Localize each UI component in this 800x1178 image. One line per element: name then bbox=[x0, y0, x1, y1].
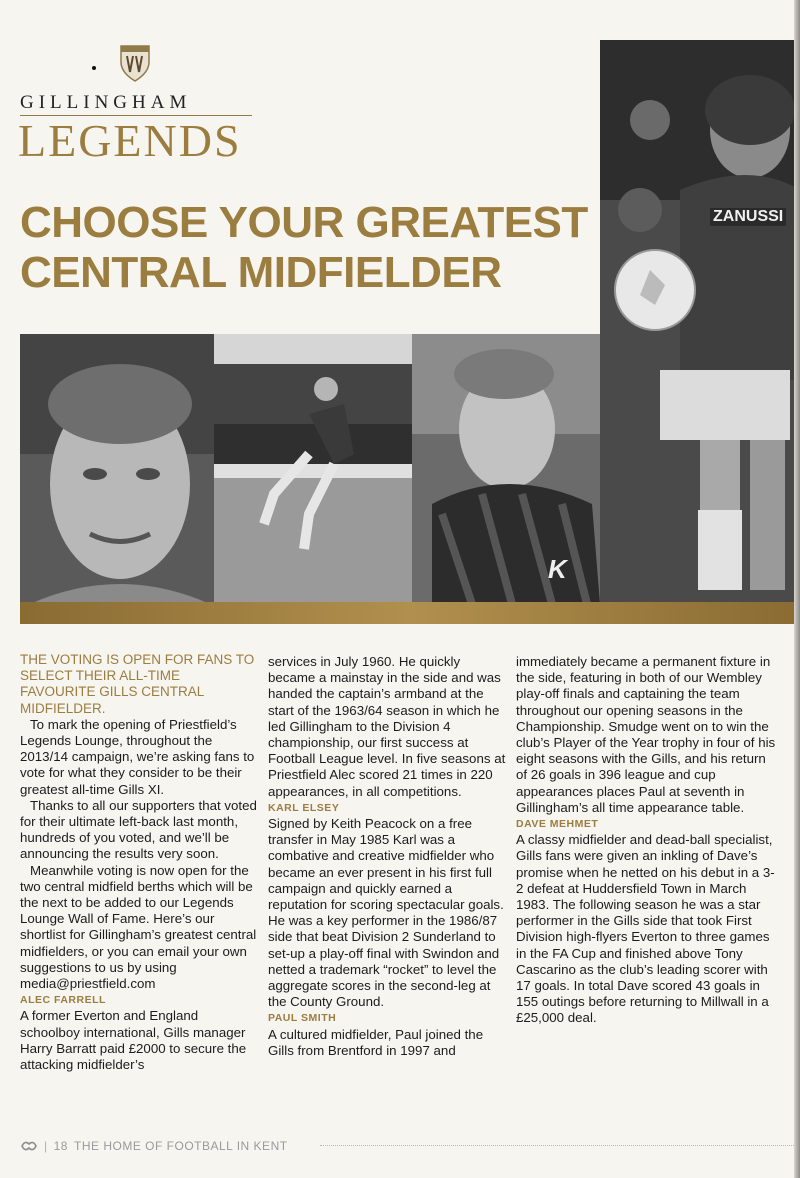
player-text-karl-elsey: Signed by Keith Peacock on a free transfer in May 1985 Karl was a combative and creative midfielder who became an ever present in his first full campaign and quickly earned a reputation for scoring spectacular goals. He was a key performer in the 1986/87 side that beat Division 2 Sunderland to set-up a play-off final with Swindon and netted a trademark “rocket” to level the aggregate scores in the second-leg at the County Ground. bbox=[268, 816, 504, 1010]
article-lead: THE VOTING IS OPEN FOR FANS TO SELECT THEIR ALL-TIME FAVOURITE GILLS CENTRAL MIDFIELDER. bbox=[20, 652, 255, 716]
club-monogram-icon bbox=[20, 1139, 38, 1153]
player-text-paul-smith-part2: immediately became a permanent fixture in the side, featuring in both of our Wembley play-off finals and captaining the team throughout our opening seasons in the Championship. Smudge went on to win the club’s Player of the Year trophy in four of his eight seasons with the Gills, and his return of 26 goals in 396 league and cup appearances places Paul at seventh in Gillingham’s all time appearance table. bbox=[516, 654, 776, 815]
photo-karl-elsey bbox=[214, 334, 412, 604]
player-text-paul-smith-part1: A cultured midfielder, Paul joined the Gills from Brentford in 1997 and bbox=[268, 1026, 484, 1058]
gold-divider-bar bbox=[20, 602, 800, 624]
page-gutter-shadow bbox=[794, 0, 800, 1178]
player-text-alec-farrell-part2: services in July 1960. He quickly became a mainstay in the side and was handed the captain’s armband at the start of the 1963/64 season in which he led Gillingham to the Division 4 championship, our first success at Football League level. In five seasons at Priestfield Alec scored 21 times in 220 appearances, in all competitions. bbox=[268, 654, 506, 799]
photo-paul-smith bbox=[412, 334, 600, 604]
article-paragraph-3 bbox=[20, 863, 258, 993]
player-heading-dave-mehmet: DAVE MEHMET bbox=[516, 818, 599, 831]
article-paragraph-2: Thanks to all our supporters that voted for their ultimate left-back last month, hundreds of you voted, and we’ll be announcing the results very soon. bbox=[20, 797, 257, 862]
player-text-dave-mehmet: A classy midfielder and dead-ball specialist, Gills fans were given an inkling of Dave’s promise when he netted on his debut in a 3-2 defeat at Huddersfield Town in March 1983. The following season he was a star performer in the Gills side that took First Division high-flyers Everton to three games in the FA Cup and finished above Tony Cascarino as the club’s leading scorer with 17 goals. In total Dave scored 43 goals in 155 outings before returning to Millwall in a £25,000 deal. bbox=[516, 832, 775, 1026]
article-column-3 bbox=[516, 654, 778, 1027]
shirt-sponsor-zanussi: ZANUSSI bbox=[710, 208, 786, 226]
article-column-1 bbox=[20, 652, 258, 1073]
footer-tagline: THE HOME OF FOOTBALL IN KENT bbox=[73, 1139, 288, 1153]
photo-player-zanussi bbox=[600, 40, 800, 602]
article-paragraph-1: To mark the opening of Priestfield’s Legends Lounge, throughout the 2013/14 campaign, we’re asking fans to vote for what they consider to be their greatest all-time Gills XI. bbox=[20, 716, 255, 797]
page-footer bbox=[20, 1133, 780, 1159]
player-text-alec-farrell-part1: A former Everton and England schoolboy international, Gills manager Harry Barratt paid £2000 to secure the attacking midfielder’s bbox=[20, 1008, 247, 1073]
page-headline bbox=[20, 198, 600, 298]
brand-gillingham: GILLINGHAM bbox=[20, 92, 192, 113]
player-heading-karl-elsey: KARL ELSEY bbox=[268, 801, 340, 814]
page-number: 18 bbox=[53, 1139, 68, 1153]
article-paragraph-3-text: Meanwhile voting is now open for the two central midfield berths which will be the next to be added to our Legends Lounge Wall of Fame. Here’s our shortlist for Gillingham’s greatest central midfielders, or you can email your own suggestions to us by using bbox=[20, 862, 257, 975]
club-crest-icon bbox=[118, 42, 152, 82]
ink-dot bbox=[92, 66, 96, 70]
footer-dotted-rule bbox=[320, 1145, 800, 1146]
headline-line-1: CHOOSE YOUR GREATEST bbox=[20, 198, 588, 247]
player-heading-paul-smith: PAUL SMITH bbox=[268, 1012, 337, 1025]
article-column-2 bbox=[268, 654, 506, 1059]
photo-alec-farrell bbox=[20, 334, 214, 604]
headline-line-2: CENTRAL MIDFIELDER bbox=[20, 248, 502, 297]
brand-legends: LEGENDS bbox=[18, 115, 242, 166]
footer-separator: | bbox=[44, 1139, 48, 1153]
shirt-sponsor-k: K bbox=[548, 554, 567, 584]
player-heading-alec-farrell: ALEC FARRELL bbox=[20, 994, 106, 1007]
email-link[interactable]: media@priestfield.com bbox=[20, 976, 156, 992]
